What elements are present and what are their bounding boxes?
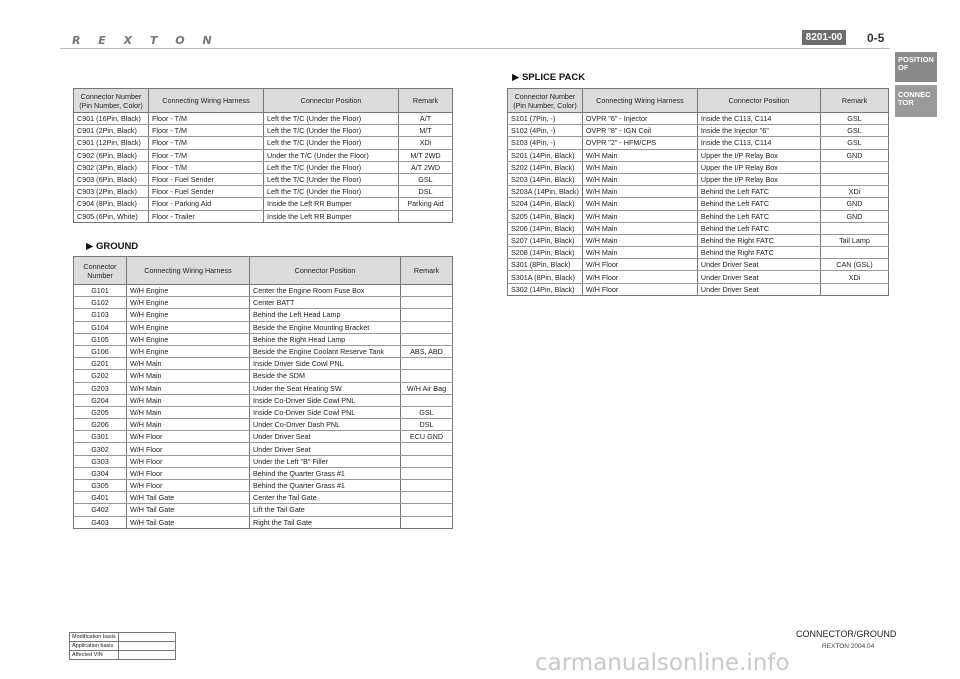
ground-table-cell: Under Driver Seat: [250, 431, 401, 443]
modification-basis-box: [69, 632, 176, 660]
ground-table-row: [74, 309, 453, 321]
ground-table-row: [74, 431, 453, 443]
ground-table-cell: [401, 297, 453, 309]
modification-basis-label: Modification basis: [70, 633, 119, 642]
splice-table-cell: Inside the Injector "6": [697, 125, 820, 137]
ground-table-cell: G304: [74, 467, 127, 479]
connector-table-row: [74, 198, 453, 210]
connector-table-row: [74, 173, 453, 185]
ground-table-cell: G206: [74, 419, 127, 431]
ground-table-cell: [401, 321, 453, 333]
connector-table-cell: Under the T/C (Under the Floor): [264, 149, 399, 161]
ground-table-cell: G205: [74, 406, 127, 418]
ground-table-cell: G302: [74, 443, 127, 455]
ground-table-cell: [401, 467, 453, 479]
splice-table-row: [508, 234, 889, 246]
footer-title: CONNECTOR/GROUND: [796, 629, 897, 639]
connector-table-cell: XDi: [399, 137, 453, 149]
ground-table-cell: W/H Main: [127, 394, 250, 406]
splice-table-cell: Inside the C113, C114: [697, 113, 820, 125]
connector-table-row: [74, 137, 453, 149]
splice-table-row: [508, 198, 889, 210]
connector-table-cell: C905 (6Pin, White): [74, 210, 149, 222]
ground-table-cell: W/H Main: [127, 419, 250, 431]
ground-table-cell: G105: [74, 333, 127, 345]
splice-table-row: [508, 210, 889, 222]
ground-table-cell: G305: [74, 480, 127, 492]
splice-table-cell: S208 (14Pin, Black): [508, 247, 583, 259]
connector-table-cell: Floor - T/M: [149, 137, 264, 149]
ground-table-cell: W/H Main: [127, 382, 250, 394]
connector-table-row: [74, 149, 453, 161]
splice-table-cell: [820, 173, 888, 185]
ground-table-cell: Inside Co-Driver Side Cowl PNL: [250, 394, 401, 406]
watermark: carmanualsonline.info: [535, 650, 790, 676]
connector-table-row: [74, 113, 453, 125]
ground-table-cell: Beside the Engine Mounting Bracket: [250, 321, 401, 333]
ground-table-cell: [401, 333, 453, 345]
connector-table-cell: M/T: [399, 125, 453, 137]
ground-table-cell: Center the Engine Room Fuse Box: [250, 285, 401, 297]
splice-table-cell: W/H Main: [582, 234, 697, 246]
splice-table-cell: [820, 161, 888, 173]
splice-table-cell: Under Driver Seat: [697, 283, 820, 295]
splice-table-cell: W/H Main: [582, 222, 697, 234]
side-tab-connector-label: CONNEC TOR: [898, 90, 931, 107]
ground-table-row: [74, 358, 453, 370]
splice-table-row: [508, 186, 889, 198]
ground-table-cell: W/H Floor: [127, 431, 250, 443]
ground-table-cell: GSL: [401, 406, 453, 418]
ground-table-cell: G403: [74, 516, 127, 528]
connector-table-cell: GSL: [399, 173, 453, 185]
splice-section-title: ▶ SPLICE PACK: [512, 72, 586, 83]
splice-table-cell: Under Driver Seat: [697, 271, 820, 283]
splice-table-cell: GND: [820, 149, 888, 161]
splice-table-cell: GSL: [820, 125, 888, 137]
ground-table-row: [74, 333, 453, 345]
ground-table-cell: W/H Main: [127, 370, 250, 382]
col-connector-position: Connector Position: [264, 89, 399, 113]
splice-table-cell: XDi: [820, 186, 888, 198]
ground-table-cell: [401, 285, 453, 297]
splice-table-cell: Behind the Left FATC: [697, 186, 820, 198]
splice-col-remark: Remark: [820, 89, 888, 113]
splice-table-cell: W/H Main: [582, 198, 697, 210]
ground-table-cell: W/H Engine: [127, 321, 250, 333]
ground-table-cell: G203: [74, 382, 127, 394]
splice-table-cell: W/H Floor: [582, 259, 697, 271]
connector-table-cell: Floor - Trailer: [149, 210, 264, 222]
ground-table-cell: Beside the SDM: [250, 370, 401, 382]
connector-table-cell: Left the T/C (Under the Floor): [264, 137, 399, 149]
ground-table-cell: [401, 370, 453, 382]
affected-vin-value: [119, 651, 176, 660]
side-tab-position-label: POSITION OF: [898, 55, 934, 72]
splice-table-cell: W/H Main: [582, 173, 697, 185]
splice-table-cell: S101 (7Pin, -): [508, 113, 583, 125]
splice-table-cell: S204 (14Pin, Black): [508, 198, 583, 210]
connector-table-cell: C902 (3Pin, Black): [74, 161, 149, 173]
col-wiring-harness: Connecting Wiring Harness: [149, 89, 264, 113]
ground-table-cell: G401: [74, 492, 127, 504]
ground-table-cell: W/H Engine: [127, 297, 250, 309]
connector-table-cell: Floor - T/M: [149, 125, 264, 137]
connector-table-cell: C903 (2Pin, Black): [74, 186, 149, 198]
splice-table-row: [508, 173, 889, 185]
affected-vin-label: Affected VIN: [70, 651, 119, 660]
ground-table-cell: G402: [74, 504, 127, 516]
ground-table-cell: [401, 492, 453, 504]
splice-table-cell: S207 (14Pin, Black): [508, 234, 583, 246]
splice-table-cell: S301 (8Pin, Black): [508, 259, 583, 271]
ground-table-cell: G103: [74, 309, 127, 321]
ground-table-cell: W/H Floor: [127, 467, 250, 479]
splice-table-cell: S102 (4Pin, -): [508, 125, 583, 137]
ground-table-cell: Behind the Left Head Lamp: [250, 309, 401, 321]
connector-table-cell: Left the T/C (Under the Floor): [264, 125, 399, 137]
ground-table-cell: W/H Engine: [127, 345, 250, 357]
connector-table-row: [74, 210, 453, 222]
ground-table-row: [74, 504, 453, 516]
ground-table-cell: G106: [74, 345, 127, 357]
connector-table-cell: [399, 210, 453, 222]
connector-table-row: [74, 161, 453, 173]
ground-table-cell: Center the Tail Gate: [250, 492, 401, 504]
ground-table-row: [74, 285, 453, 297]
splice-table-row: [508, 137, 889, 149]
ground-table-cell: Beside the Engine Coolant Reserve Tank: [250, 345, 401, 357]
splice-table-cell: Behind the Left FATC: [697, 222, 820, 234]
ground-col-position: Connector Position: [250, 257, 401, 285]
ground-table-cell: [401, 480, 453, 492]
connector-table-cell: Floor - Parking Aid: [149, 198, 264, 210]
ground-table-cell: W/H Floor: [127, 455, 250, 467]
connector-table-cell: Floor - T/M: [149, 149, 264, 161]
ground-table-cell: Behind the Quarter Grass #1: [250, 467, 401, 479]
ground-table-cell: [401, 504, 453, 516]
splice-table-cell: Upper the I/P Relay Box: [697, 161, 820, 173]
ground-table-cell: [401, 358, 453, 370]
splice-table-cell: GSL: [820, 137, 888, 149]
splice-table-cell: Tail Lamp: [820, 234, 888, 246]
splice-table-cell: S203A (14Pin, Black): [508, 186, 583, 198]
ground-table-cell: Lift the Tail Gate: [250, 504, 401, 516]
connector-table-cell: Floor - T/M: [149, 161, 264, 173]
header-divider: [60, 48, 890, 49]
splice-table-cell: S201 (14Pin, Black): [508, 149, 583, 161]
splice-table-row: [508, 125, 889, 137]
ground-table-row: [74, 345, 453, 357]
splice-table-cell: W/H Main: [582, 210, 697, 222]
splice-col-connector: Connector Number (Pin Number, Color): [508, 89, 583, 113]
ground-table-row: [74, 321, 453, 333]
ground-table-cell: W/H Engine: [127, 309, 250, 321]
side-tab-position[interactable]: [895, 52, 937, 82]
splice-table-cell: Behind the Right FATC: [697, 247, 820, 259]
splice-table-row: [508, 271, 889, 283]
ground-table-cell: [401, 516, 453, 528]
splice-table-cell: [820, 283, 888, 295]
splice-table-cell: W/H Floor: [582, 271, 697, 283]
splice-table-cell: OVPR "6" - Injector: [582, 113, 697, 125]
ground-table-cell: G104: [74, 321, 127, 333]
footer-subtitle: REXTON 2004.04: [822, 643, 875, 650]
splice-table-cell: GND: [820, 198, 888, 210]
ground-table-cell: G202: [74, 370, 127, 382]
splice-table-cell: S206 (14Pin, Black): [508, 222, 583, 234]
connector-table-cell: Inside the Left RR Bumper: [264, 210, 399, 222]
ground-table-row: [74, 516, 453, 528]
connector-table-cell: Floor - Fuel Sender: [149, 186, 264, 198]
ground-table-row: [74, 382, 453, 394]
ground-table-cell: Center BATT: [250, 297, 401, 309]
splice-table-cell: W/H Main: [582, 186, 697, 198]
ground-table-cell: W/H Main: [127, 406, 250, 418]
ground-table: [73, 256, 453, 529]
splice-table-cell: S205 (14Pin, Black): [508, 210, 583, 222]
splice-table-row: [508, 247, 889, 259]
splice-table-cell: S202 (14Pin, Black): [508, 161, 583, 173]
connector-table-cell: Floor - T/M: [149, 113, 264, 125]
ground-col-remark: Remark: [401, 257, 453, 285]
splice-table-cell: Behind the Left FATC: [697, 210, 820, 222]
ground-table-cell: ABS, ABD: [401, 345, 453, 357]
ground-table-cell: [401, 455, 453, 467]
ground-table-cell: G101: [74, 285, 127, 297]
ground-table-cell: W/H Air Bag: [401, 382, 453, 394]
connector-table-cell: Parking Aid: [399, 198, 453, 210]
ground-table-cell: G204: [74, 394, 127, 406]
splice-table-cell: Behind the Left FATC: [697, 198, 820, 210]
ground-col-harness: Connecting Wiring Harness: [127, 257, 250, 285]
splice-table-cell: Behind the Right FATC: [697, 234, 820, 246]
connector-table-cell: A/T: [399, 113, 453, 125]
application-basis-value: [119, 642, 176, 651]
col-connector-number: Connector Number (Pin Number, Color): [74, 89, 149, 113]
ground-table-cell: Under the Left "B" Filler: [250, 455, 401, 467]
ground-table-cell: DSL: [401, 419, 453, 431]
splice-table-cell: OVPR "8" - IGN Coil: [582, 125, 697, 137]
connector-table-cell: C901 (12Pin, Black): [74, 137, 149, 149]
section-code-badge: 8201-00: [802, 30, 846, 45]
ground-table-cell: W/H Tail Gate: [127, 492, 250, 504]
ground-table-row: [74, 394, 453, 406]
splice-table-row: [508, 222, 889, 234]
ground-table-cell: [401, 394, 453, 406]
connector-table-cell: C902 (6Pin, Black): [74, 149, 149, 161]
splice-col-harness: Connecting Wiring Harness: [582, 89, 697, 113]
connector-table-cell: Inside the Left RR Bumper: [264, 198, 399, 210]
splice-table-cell: S103 (4Pin, -): [508, 137, 583, 149]
splice-table-row: [508, 113, 889, 125]
splice-table-row: [508, 259, 889, 271]
ground-table-row: [74, 480, 453, 492]
connector-table-cell: M/T 2WD: [399, 149, 453, 161]
splice-table-cell: S301A (8Pin, Black): [508, 271, 583, 283]
ground-table-cell: ECU GND: [401, 431, 453, 443]
ground-table-row: [74, 419, 453, 431]
connector-table-cell: Left the T/C (Under the Floor): [264, 113, 399, 125]
connector-table-cell: A/T 2WD: [399, 161, 453, 173]
splice-table-cell: [820, 247, 888, 259]
application-basis-label: Application basis: [70, 642, 119, 651]
ground-table-cell: Right the Tail Gate: [250, 516, 401, 528]
splice-table-cell: W/H Main: [582, 247, 697, 259]
splice-table-cell: W/H Floor: [582, 283, 697, 295]
ground-table-cell: W/H Floor: [127, 443, 250, 455]
ground-section-title: ▶ GROUND: [86, 241, 139, 252]
splice-table-cell: OVPR "2" - HFM/CPS: [582, 137, 697, 149]
splice-table-cell: CAN (GSL): [820, 259, 888, 271]
splice-pack-table: [507, 88, 889, 296]
ground-table-cell: G301: [74, 431, 127, 443]
page-number: 0-5: [867, 31, 885, 45]
splice-table-cell: S203 (14Pin, Black): [508, 173, 583, 185]
connector-table: [73, 88, 453, 223]
splice-table-cell: S302 (14Pin, Black): [508, 283, 583, 295]
connector-table-row: [74, 186, 453, 198]
ground-table-cell: Inside Driver Side Cowl PNL: [250, 358, 401, 370]
connector-table-cell: Left the T/C (Under the Floor): [264, 186, 399, 198]
col-remark: Remark: [399, 89, 453, 113]
splice-table-cell: GSL: [820, 113, 888, 125]
splice-table-row: [508, 161, 889, 173]
ground-table-cell: Behine the Right Head Lamp: [250, 333, 401, 345]
ground-table-cell: Under Co-Driver Dash PNL: [250, 419, 401, 431]
splice-table-cell: W/H Main: [582, 161, 697, 173]
ground-table-cell: Inside Co-Driver Side Cowl PNL: [250, 406, 401, 418]
ground-table-row: [74, 370, 453, 382]
ground-table-cell: G303: [74, 455, 127, 467]
ground-col-connector: Connector Number: [74, 257, 127, 285]
connector-table-cell: Left the T/C (Under the Floor): [264, 161, 399, 173]
ground-table-row: [74, 455, 453, 467]
connector-table-cell: C904 (8Pin, Black): [74, 198, 149, 210]
ground-table-cell: [401, 309, 453, 321]
ground-table-cell: W/H Main: [127, 358, 250, 370]
brand-logo: R E X T O N: [72, 34, 219, 47]
modification-basis-value: [119, 633, 176, 642]
connector-table-cell: C901 (16Pin, Black): [74, 113, 149, 125]
ground-table-row: [74, 443, 453, 455]
ground-table-cell: Under the Seat Heating SW: [250, 382, 401, 394]
splice-table-cell: [820, 222, 888, 234]
side-tab-connector[interactable]: [895, 85, 937, 117]
ground-table-row: [74, 297, 453, 309]
splice-col-position: Connector Position: [697, 89, 820, 113]
ground-table-cell: Behind the Quarter Grass #1: [250, 480, 401, 492]
ground-table-cell: [401, 443, 453, 455]
splice-table-row: [508, 283, 889, 295]
ground-table-row: [74, 406, 453, 418]
ground-table-cell: W/H Tail Gate: [127, 504, 250, 516]
ground-table-cell: W/H Floor: [127, 480, 250, 492]
splice-table-cell: Inside the C113, C114: [697, 137, 820, 149]
ground-table-cell: W/H Engine: [127, 333, 250, 345]
splice-table-cell: XDi: [820, 271, 888, 283]
ground-table-cell: G201: [74, 358, 127, 370]
splice-table-cell: Under Driver Seat: [697, 259, 820, 271]
splice-table-row: [508, 149, 889, 161]
splice-table-cell: Upper the I/P Relay Box: [697, 173, 820, 185]
connector-table-cell: DSL: [399, 186, 453, 198]
ground-table-row: [74, 467, 453, 479]
ground-table-cell: G102: [74, 297, 127, 309]
connector-table-cell: Left the T/C (Under the Floor): [264, 173, 399, 185]
splice-table-cell: Upper the I/P Relay Box: [697, 149, 820, 161]
connector-table-cell: C903 (6Pin, Black): [74, 173, 149, 185]
ground-table-cell: W/H Tail Gate: [127, 516, 250, 528]
connector-table-cell: Floor - Fuel Sender: [149, 173, 264, 185]
splice-table-cell: W/H Main: [582, 149, 697, 161]
connector-table-cell: C901 (2Pin, Black): [74, 125, 149, 137]
ground-table-cell: W/H Engine: [127, 285, 250, 297]
ground-table-cell: Under Driver Seat: [250, 443, 401, 455]
ground-table-row: [74, 492, 453, 504]
splice-table-cell: GND: [820, 210, 888, 222]
connector-table-row: [74, 125, 453, 137]
